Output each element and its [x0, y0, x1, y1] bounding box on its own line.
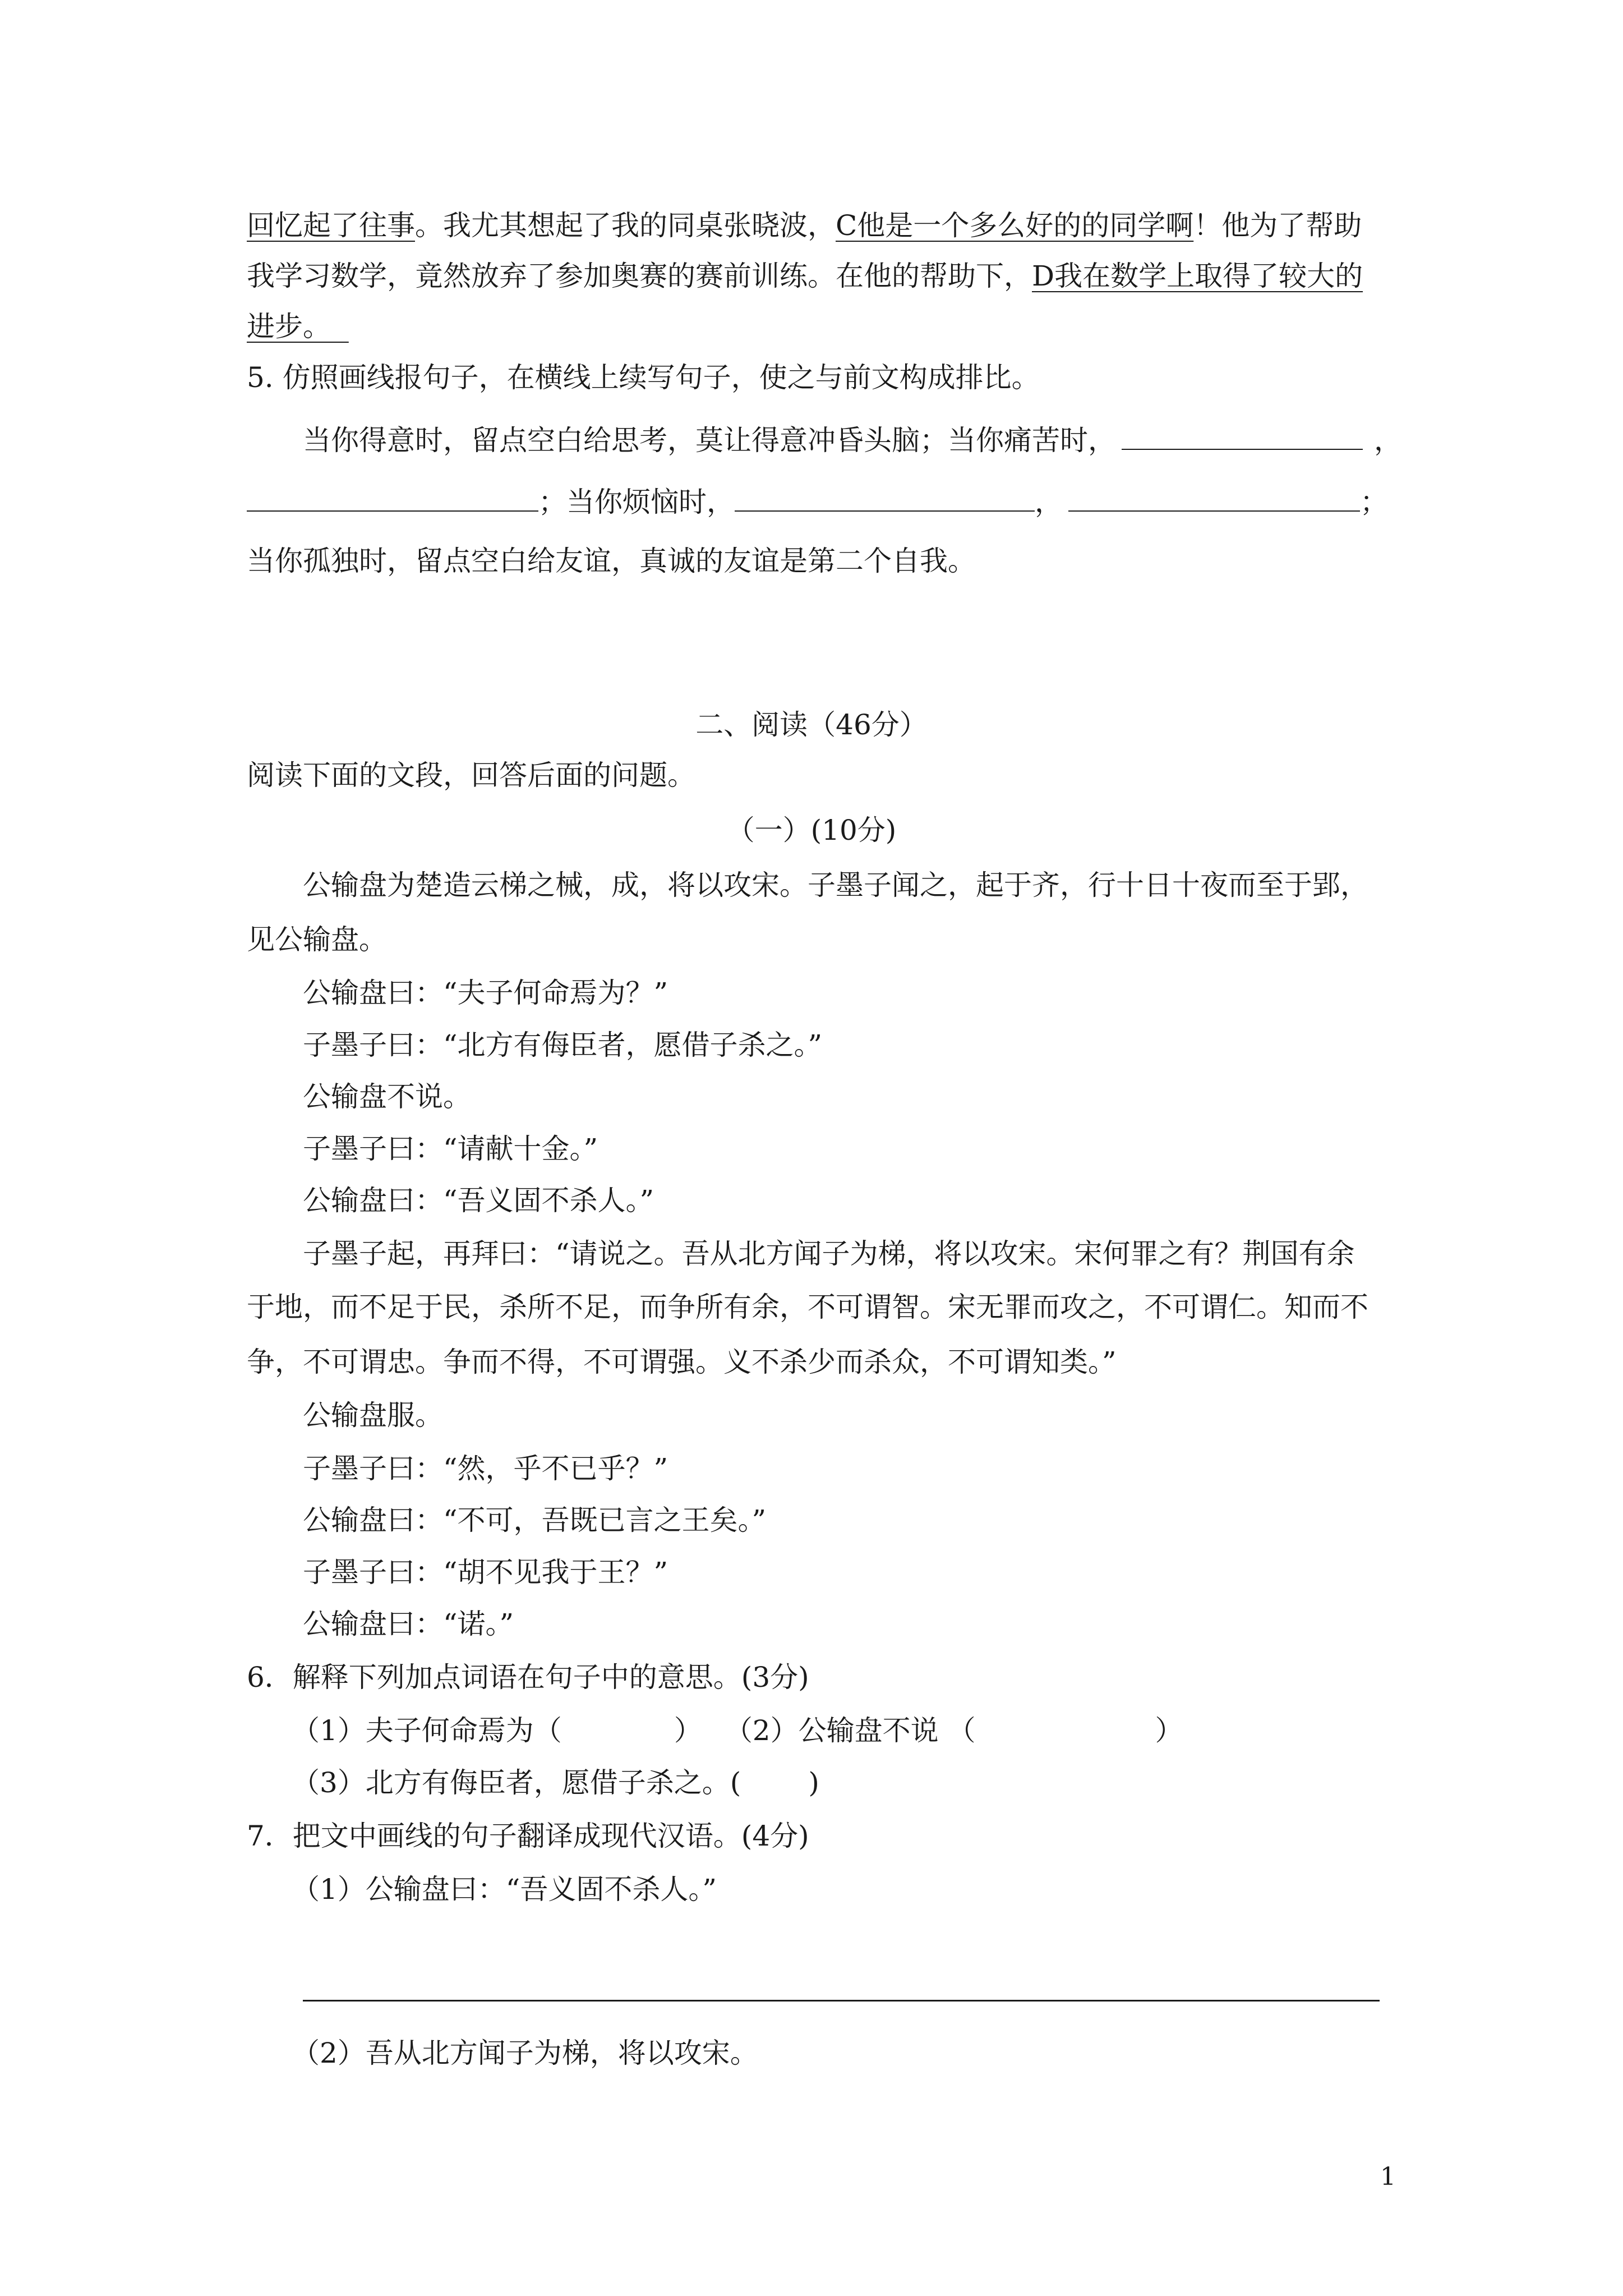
answer-blank-3[interactable]: [735, 486, 1035, 512]
dialogue-line: 公输盘曰：“夫子何命焉为？”: [303, 977, 668, 1009]
q6-item-3-row: [292, 1766, 819, 1800]
intro-text: 我学习数学，竟然放弃了参加奥赛的赛前训练。在他的帮助下，: [247, 260, 1032, 292]
section-heading: 二、阅读（46分）: [695, 708, 928, 741]
dialogue-line: 公输盘曰：“吾义固不杀人。”: [303, 1184, 654, 1217]
punct: ，: [1374, 424, 1402, 457]
underlined-sentence-d-end: 进步。: [247, 310, 331, 343]
paren: ）: [1155, 1714, 1183, 1747]
q5-line-3: 当你孤独时，留点空白给友谊，真诚的友谊是第二个自我。: [247, 545, 976, 577]
page-number: 1: [1380, 2162, 1396, 2191]
q6-items-row: [292, 1714, 1183, 1747]
dialogue-line: 公输盘不说。: [303, 1080, 471, 1113]
answer-blank-1[interactable]: [1122, 424, 1363, 450]
underlined-sentence-c: C他是一个多么好的的同学啊: [836, 209, 1194, 242]
q5-text: ；当你烦恼时，: [538, 486, 735, 518]
q6-item-2: （2）公输盘不说 （: [724, 1714, 976, 1747]
q5-text: 当你得意时，留点空白给思考，莫让得意冲昏头脑；当你痛苦时，: [303, 424, 1116, 457]
dialogue-line: 公输盘曰：“不可，吾既已言之王矣。”: [303, 1504, 767, 1536]
underline-tail: [331, 310, 349, 343]
q7-item-1: （1）公输盘曰：“吾义固不杀人。”: [292, 1873, 717, 1906]
paren: ）: [674, 1714, 702, 1747]
q5-line-2: [247, 485, 1388, 519]
q6-item-3: （3）北方有侮臣者，愿借子杀之。(: [292, 1766, 741, 1799]
dialogue-line: 子墨子曰：“北方有侮臣者，愿借子杀之。”: [303, 1029, 823, 1061]
answer-blank-2[interactable]: [247, 486, 538, 512]
dialogue-line: 公输盘服。: [303, 1399, 443, 1432]
underlined-phrase: 回忆起了往事: [247, 209, 415, 242]
intro-line-3: [247, 310, 349, 343]
punct: ；: [1360, 486, 1388, 518]
part-heading: （一）(10分): [726, 814, 897, 846]
passage-line: 争，不可谓忠。争而不得，不可谓强。义不杀少而杀众，不可谓知类。”: [247, 1346, 1117, 1378]
dialogue-line: 子墨子曰：“胡不见我于王？”: [303, 1556, 668, 1589]
q5-line-1: [303, 424, 1402, 457]
answer-line[interactable]: [303, 2000, 1380, 2001]
dialogue-line: 公输盘曰：“诺。”: [303, 1608, 514, 1640]
intro-text: 。我尤其想起了我的同桌张晓波，: [415, 209, 836, 242]
passage-line: 子墨子起，再拜曰：“请说之。吾从北方闻子为梯，将以攻宋。宋何罪之有？荆国有余: [303, 1237, 1355, 1270]
intro-line-1: [247, 209, 1362, 242]
punct: ，: [1035, 486, 1063, 518]
passage-line: 于地，而不足于民，杀所不足，而争所有余，不可谓智。宋无罪而攻之，不可谓仁。知而不: [247, 1291, 1368, 1323]
passage-line: 公输盘为楚造云梯之械，成，将以攻宋。子墨子闻之，起于齐，行十日十夜而至于郢，: [303, 869, 1368, 901]
q7-title: 7．把文中画线的句子翻译成现代汉语。(4分): [247, 1820, 809, 1852]
q6-title: 6．解释下列加点词语在句子中的意思。(3分): [247, 1661, 809, 1694]
q5-title: 5. 仿照画线报句子，在横线上续写句子，使之与前文构成排比。: [247, 361, 1040, 394]
intro-text: ！他为了帮助: [1193, 209, 1362, 242]
underlined-sentence-d: D我在数学上取得了较大的: [1032, 260, 1363, 292]
q7-item-2: （2）吾从北方闻子为梯，将以攻宋。: [292, 2037, 758, 2069]
paren: ): [808, 1766, 819, 1799]
dialogue-line: 子墨子曰：“请献十金。”: [303, 1133, 598, 1165]
dialogue-line: 子墨子曰：“然，乎不已乎？”: [303, 1452, 668, 1485]
reading-instruction: 阅读下面的文段，回答后面的问题。: [247, 759, 695, 792]
q6-item-1: （1）夫子何命焉为（: [292, 1714, 562, 1747]
intro-line-2: [247, 259, 1363, 293]
answer-blank-4[interactable]: [1068, 486, 1360, 512]
passage-line: 见公输盘。: [247, 923, 387, 956]
